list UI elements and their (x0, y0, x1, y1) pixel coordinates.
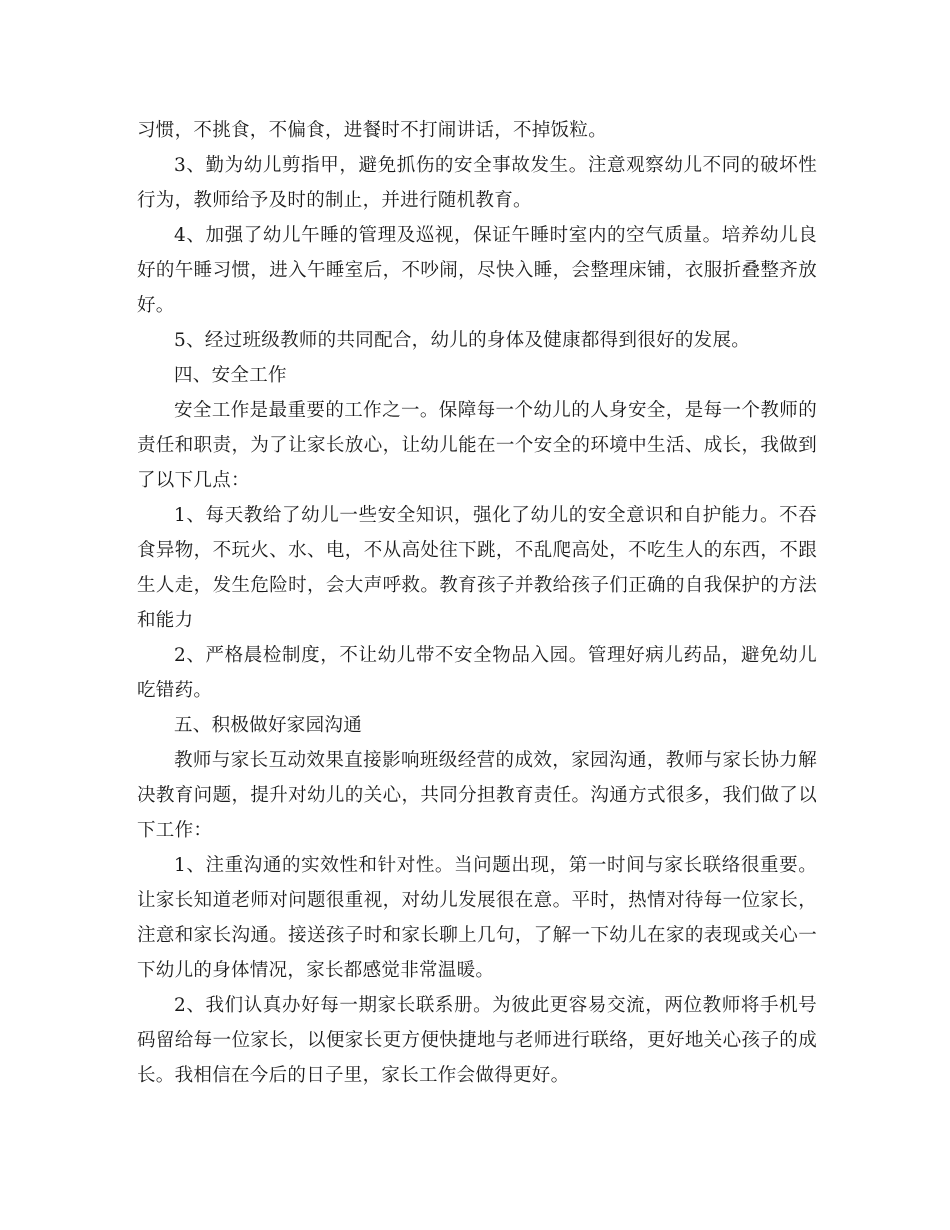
section-heading-safety: 四、安全工作 (174, 365, 287, 386)
paragraph-nap-management: 4、加强了幼儿午睡的管理及巡视，保证午睡时室内的空气质量。培养幼儿良好的午睡习惯，进入午睡室后，不吵闹，尽快入睡，会整理床铺，衣服折叠整齐放好。 (137, 225, 817, 316)
paragraph-safety-intro: 安全工作是最重要的工作之一。保障每一个幼儿的人身安全，是每一个教师的责任和职责，为了让家长放心，让幼儿能在一个安全的环境中生活、成长，我做到了以下几点： (137, 400, 817, 491)
paragraph-communication-intro: 教师与家长互动效果直接影响班级经营的成效，家园沟通，教师与家长协力解决教育问题，提升对幼儿的关心，共同分担教育责任。沟通方式很多，我们做了以下工作： (137, 750, 817, 841)
paragraph-nail-trimming: 3、勤为幼儿剪指甲，避免抓伤的安全事故发生。注意观察幼儿不同的破坏性行为，教师给予及时的制止，并进行随机教育。 (137, 155, 817, 211)
section-heading-communication: 五、积极做好家园沟通 (174, 715, 363, 736)
paragraph-safety-knowledge: 1、每天教给了幼儿一些安全知识，强化了幼儿的安全意识和自护能力。不吞食异物，不玩火、水、电，不从高处往下跳，不乱爬高处，不吃生人的东西，不跟生人走，发生危险时，会大声呼救。教育孩子并教给孩子们正确的自我保护的方法和能力 (137, 505, 817, 631)
paragraph-contact-booklet: 2、我们认真办好每一期家长联系册。为彼此更容易交流，两位教师将手机号码留给每一位家长，以便家长更方便快捷地与老师进行联络，更好地关心孩子的成长。我相信在今后的日子里，家长工作会做得更好。 (137, 995, 817, 1086)
paragraph-health-development: 5、经过班级教师的共同配合，幼儿的身体及健康都得到很好的发展。 (174, 330, 751, 351)
document-body (137, 113, 817, 1093)
paragraph-morning-check: 2、严格晨检制度，不让幼儿带不安全物品入园。管理好病儿药品，避免幼儿吃错药。 (137, 645, 817, 701)
paragraph-continued: 习惯，不挑食，不偏食，进餐时不打闹讲话，不掉饭粒。 (137, 120, 608, 141)
paragraph-communication-effectiveness: 1、注重沟通的实效性和针对性。当问题出现，第一时间与家长联络很重要。让家长知道老师对问题很重视，对幼儿发展很在意。平时，热情对待每一位家长，注意和家长沟通。接送孩子时和家长聊上几句，了解一下幼儿在家的表现或关心一下幼儿的身体情况，家长都感觉非常温暖。 (137, 855, 817, 981)
